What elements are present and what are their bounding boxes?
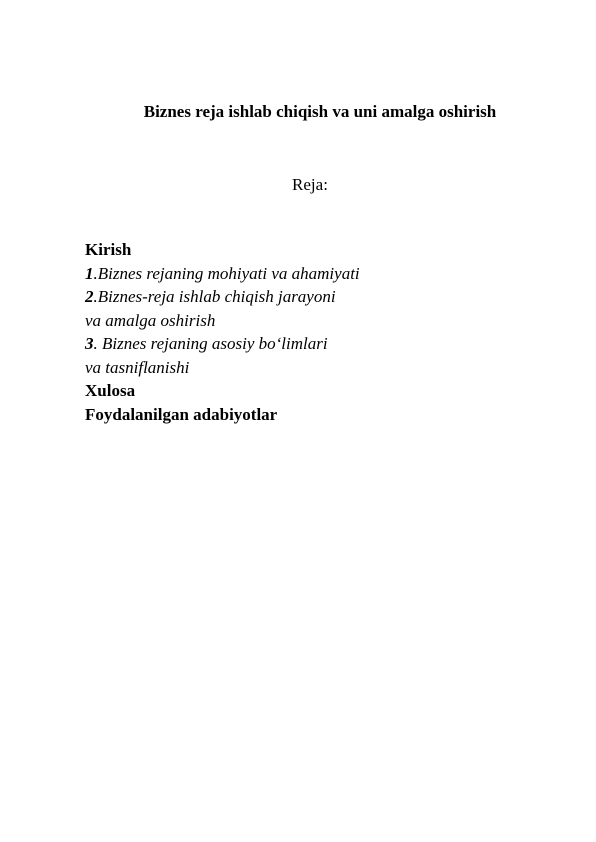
toc-references: Foydalanilgan adabiyotlar — [85, 404, 278, 424]
toc-item-3-text: . Biznes rejaning asosiy bo‘limlari — [93, 334, 328, 353]
toc-item-2-number: 2 — [85, 287, 94, 306]
toc-item-2-text: .Biznes-reja ishlab chiqish jarayoni — [93, 287, 336, 306]
toc-item-3-number: 3 — [85, 334, 94, 353]
plan-heading: Reja: — [292, 175, 328, 194]
toc-intro: Kirish — [85, 240, 132, 259]
document-title: Biznes reja ishlab chiqish va uni amalga oshirish — [143, 102, 497, 121]
toc-item-1 — [85, 262, 360, 286]
toc-conclusion: Xulosa — [85, 381, 136, 400]
toc-item-1-number: 1 — [85, 263, 94, 283]
toc-item-2-continuation: va amalga oshirish — [85, 310, 216, 330]
toc-item-2 — [85, 285, 360, 309]
toc-item-3-continuation: va tasniflanishi — [85, 357, 190, 377]
toc-item-3 — [85, 332, 360, 356]
table-of-contents — [85, 238, 360, 426]
toc-item-1-text: .Biznes rejaning mohiyati va ahamiyati — [93, 263, 360, 283]
